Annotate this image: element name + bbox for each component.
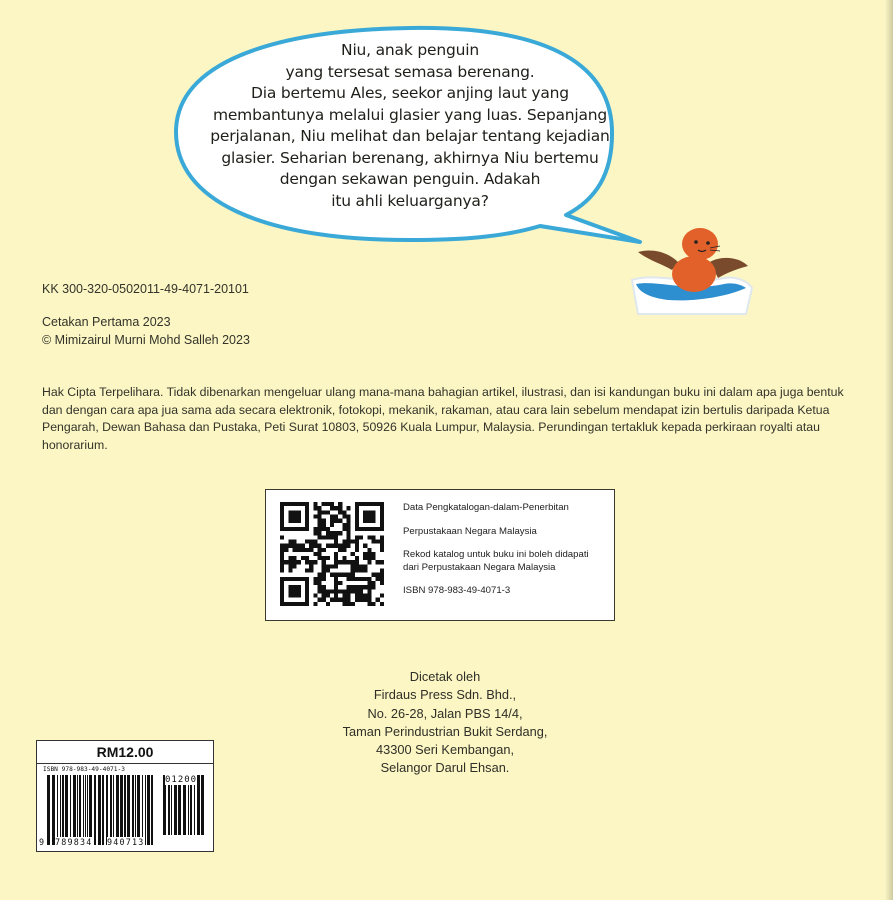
barcode-isbn: ISBN 978-983-49-4071-3 [43, 766, 125, 773]
bubble-line: perjalanan, Niu melihat dan belajar tentang kejadian [210, 127, 610, 145]
printer-line: Selangor Darul Ehsan. [380, 760, 510, 776]
barcode-right-digits: 940713 [107, 837, 145, 847]
bubble-line: glasier. Seharian berenang, akhirnya Niu bertemu [221, 148, 599, 167]
printer-line: No. 26-28, Jalan PBS 14/4, [367, 705, 523, 721]
printer-line: Firdaus Press Sdn. Bhd., [373, 687, 517, 703]
printer-line: Dicetak oleh [409, 669, 481, 684]
bubble-line: yang tersesat semasa berenang. [285, 62, 535, 81]
qr-code-icon [280, 502, 384, 606]
copyright-line: © Mimizairul Murni Mohd Salleh 2023 [42, 333, 250, 347]
barcode-addon-digits: 01200 [165, 775, 198, 785]
edition-line: Cetakan Pertama 2023 [42, 315, 171, 329]
cip-isbn: ISBN 978-983-49-4071-3 [403, 585, 511, 596]
bubble-line: membantunya melalui glasier yang luas. Sepanjang [212, 105, 608, 124]
bubble-line: dengan sekawan penguin. Adakah [279, 170, 541, 188]
bubble-line: itu ahli keluarganya? [331, 191, 489, 210]
bubble-line: Niu, anak penguin [341, 41, 479, 59]
price-tag: RM12.00 [37, 741, 213, 764]
barcode-lead-digit: 9 [39, 837, 45, 847]
price-barcode-label [36, 740, 214, 852]
cip-title: Data Pengkatalogan-dalam-Penerbitan [403, 502, 569, 513]
cip-text [403, 502, 608, 598]
bubble-text [200, 40, 620, 212]
barcode-left-digits: 789834 [55, 837, 93, 847]
printer-line: Taman Perindustrian Bukit Serdang, [342, 723, 548, 739]
cip-note: dari Perpustakaan Negara Malaysia [403, 561, 556, 573]
kk-code: KK 300-320-0502011-49-4071-20101 [42, 282, 249, 296]
edition-block [42, 313, 250, 349]
printer-info [300, 668, 590, 778]
cip-library: Perpustakaan Negara Malaysia [403, 525, 537, 537]
seal-illustration-icon [628, 222, 754, 318]
cip-box [265, 489, 615, 621]
cip-note: Rekod katalog untuk buku ini boleh didapati [403, 549, 589, 560]
printer-line: 43300 Seri Kembangan, [375, 742, 515, 758]
rights-paragraph: Hak Cipta Terpelihara. Tidak dibenarkan mengeluar ulang mana-mana bahagian artikel, ilustrasi, dan isi kandungan buku ini dalam apa juga bentuk dan dengan cara apa jua sama ada secara elektronik, fotokopi, mekanik, rakaman, atau cara lain sebelum mendapat izin bertulis daripada Ketua Pengarah, Dewan Bahasa dan Pustaka, Peti Surat 10803, 50926 Kuala Lumpur, Malaysia. Perundingan tertakluk kepada perkiraan royalti atau honorarium. [42, 385, 844, 452]
page-edge-shadow [885, 0, 893, 900]
bubble-line: Dia bertemu Ales, seekor anjing laut yang [251, 84, 569, 102]
